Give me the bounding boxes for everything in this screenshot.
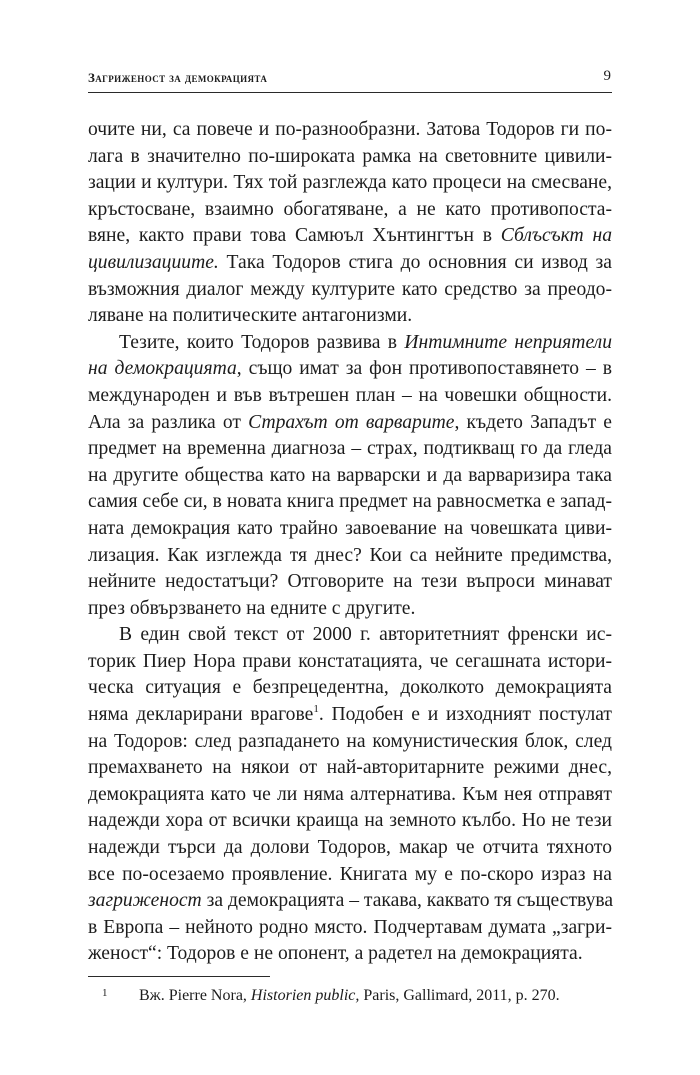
text-line xyxy=(88,941,612,968)
footnote-reference: 1 xyxy=(313,703,319,716)
running-header-title: Загриженост за демокрацията xyxy=(88,70,268,85)
text-line xyxy=(88,197,612,224)
text-run: на Тодоров: след разпадането на комунистическия блок, след xyxy=(88,730,612,752)
text-line xyxy=(88,410,612,437)
text-run: , също имат за фон противопоставянето – в xyxy=(236,358,613,380)
text-run: надежди търси да долови Тодоров, макар че отчита тяхното xyxy=(88,837,612,859)
text-line xyxy=(88,463,612,490)
text-line xyxy=(88,303,612,330)
text-line xyxy=(88,835,612,862)
text-run: международен и във вътрешен план – на човешки общности. xyxy=(88,384,612,406)
text-line xyxy=(88,702,612,729)
text-run: надежди хора от всички краища на земното кълбо. Но не тези xyxy=(88,810,612,832)
text-run: вяне, както прави това Самюъл Хънтингтън в xyxy=(88,225,501,247)
text-run: на другите общества като на варварски и да варваризира така xyxy=(88,464,612,486)
text-line xyxy=(88,862,612,889)
text-line xyxy=(88,383,612,410)
text-run: предмет на временна диагноза – страх, подтикващ го да гледа xyxy=(88,438,612,460)
text-line xyxy=(88,277,612,304)
text-run: Paris, Gallimard, 2011, p. 270. xyxy=(359,987,560,1004)
text-run: , където Западът е xyxy=(454,411,612,433)
footnote-mark: 1 xyxy=(102,987,108,999)
text-run: В един свой текст от 2000 г. авторитетният френски ис- xyxy=(119,624,612,646)
text-line xyxy=(88,223,612,250)
text-line xyxy=(88,489,612,516)
footnote-text xyxy=(139,985,560,1007)
footnote-rule xyxy=(88,976,270,977)
text-line xyxy=(88,649,612,676)
text-line xyxy=(88,170,612,197)
text-run: няма декларирани врагове xyxy=(88,704,314,726)
italic-title: на демокрацията xyxy=(88,358,237,380)
text-run: Ала за разлика от xyxy=(88,411,249,433)
text-line xyxy=(88,808,612,835)
text-run: през обвързването на едните с другите. xyxy=(88,597,416,619)
paragraph xyxy=(88,622,612,968)
text-line xyxy=(88,144,612,171)
text-run: Вж. Pierre Nora, xyxy=(139,987,251,1004)
text-run: очите ни, са повече и по-разнообразни. Затова Тодоров ги по- xyxy=(88,119,612,140)
text-line xyxy=(88,755,612,782)
text-run: ческа ситуация е безпрецедентна, доколкото демокрацията xyxy=(88,677,612,699)
text-run: премахването на някои от най-авторитарните режими днес, xyxy=(88,757,612,779)
italic-title: Сблъсъкт на xyxy=(500,225,612,247)
italic-title: Страхът от варварите xyxy=(248,411,455,433)
text-run: лизация. Как изглежда тя днес? Кои са нейните предимства, xyxy=(88,544,612,566)
text-line xyxy=(88,356,612,383)
text-line xyxy=(88,782,612,809)
text-run: възможния диалог между културите като средство за преодо- xyxy=(88,278,612,300)
page-number: 9 xyxy=(603,68,611,84)
text-run: демокрацията като че ли няма алтернатива. Към нея отправят xyxy=(88,783,612,805)
italic-title: Historien public, xyxy=(250,987,360,1004)
text-line xyxy=(88,596,612,623)
text-run: ляване на политическите антагонизми. xyxy=(88,305,413,327)
text-run: все по-осезаемо проявление. Книгата му е по-скоро израз на xyxy=(88,863,612,885)
text-run: самия себе си, в новата книга предмет на равносметка е запад- xyxy=(88,491,612,513)
text-line xyxy=(88,915,612,942)
italic-title: Интимните неприятели xyxy=(404,331,612,353)
text-run: женост“: Тодоров е не опонент, а радетел на демокрацията. xyxy=(88,943,583,965)
text-line xyxy=(88,543,612,570)
text-line xyxy=(88,675,612,702)
text-line xyxy=(88,436,612,463)
text-run: лага в значително по-широката рамка на световните цивили- xyxy=(88,145,612,167)
text-run: Тезите, които Тодоров развива в xyxy=(119,331,405,353)
text-run: торик Пиер Нора прави констатацията, че сегашната истори- xyxy=(88,650,612,672)
text-run: ната демокрация като трайно завоевание на човешката циви- xyxy=(88,517,612,539)
text-run: кръстосване, взаимно обогатяване, а не като противопоста- xyxy=(88,198,612,220)
italic-title: цивилизациите. xyxy=(88,251,219,273)
text-line xyxy=(88,516,612,543)
text-run: нейните недостатъци? Отговорите на тези въпроси минават xyxy=(88,571,612,593)
text-line xyxy=(88,888,612,915)
paragraph xyxy=(88,330,612,623)
text-run: за демокрацията – такава, каквато тя съществува xyxy=(201,890,614,912)
text-run: в Европа – нейното родно място. Подчертавам думата „загри- xyxy=(88,916,612,938)
text-line xyxy=(88,117,612,144)
italic-title: загриженост xyxy=(88,890,202,912)
text-line xyxy=(88,622,612,649)
text-line xyxy=(88,250,612,277)
text-line xyxy=(88,569,612,596)
text-run: Така Тодоров стига до основния си извод за xyxy=(218,251,612,273)
text-line xyxy=(88,330,612,357)
text-run: . Подобен е и изходният постулат xyxy=(318,704,612,726)
running-header xyxy=(88,66,612,93)
text-line xyxy=(88,729,612,756)
paragraph xyxy=(88,117,612,330)
text-run: зации и култури. Тях той разглежда като процеси на смесване, xyxy=(88,172,612,194)
body-text xyxy=(88,117,612,968)
